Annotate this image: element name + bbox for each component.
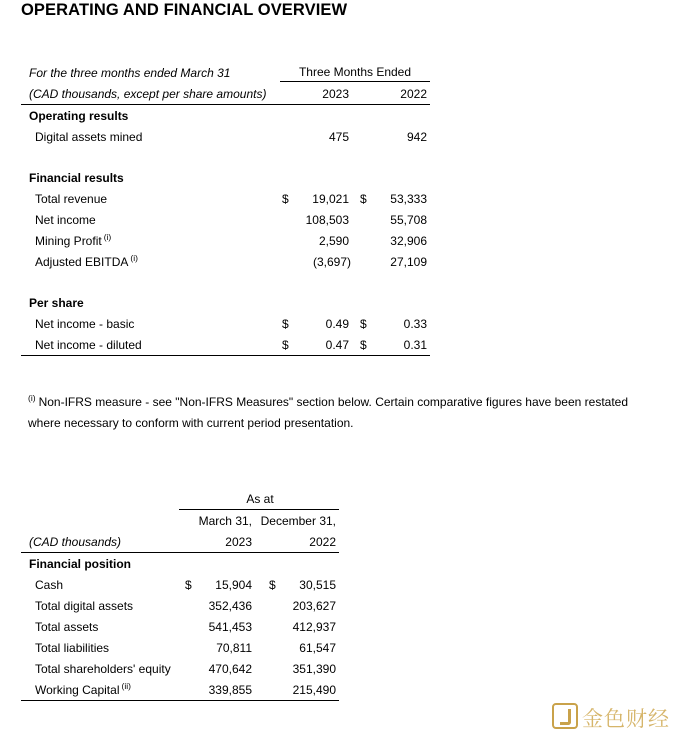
- currency-symbol: $: [282, 317, 289, 331]
- section-heading-financial: Financial results: [29, 171, 124, 185]
- cell-2022: 53,333: [390, 192, 427, 206]
- cell-2023: 2,590: [318, 234, 349, 248]
- section-heading-per-share: Per share: [29, 296, 84, 310]
- cell-march: 541,453: [208, 620, 252, 634]
- section-heading-operating: Operating results: [29, 109, 129, 123]
- row-label: Adjusted EBITDA $^{(i)}$: [35, 253, 138, 269]
- period-header-rule: [280, 81, 430, 82]
- currency-symbol: $: [282, 338, 289, 352]
- row-label: Working Capital $^{(ii)}$: [35, 681, 131, 697]
- currency-symbol: $: [360, 192, 367, 206]
- cell-2023: 475: [328, 130, 349, 144]
- cell-december: 30,515: [299, 578, 336, 592]
- footnote-marker: (i): [28, 393, 36, 403]
- row-label: Mining Profit $^{(i)}$: [35, 232, 112, 248]
- row-label: Total digital assets: [35, 599, 134, 613]
- as-at-rule: [179, 509, 339, 510]
- as-at-header: As at: [246, 492, 274, 506]
- cell-2022: 0.33: [403, 317, 427, 331]
- cell-december: 61,547: [299, 641, 336, 655]
- column-header-march: March 31,: [198, 514, 252, 528]
- cell-december: 203,627: [292, 599, 336, 613]
- table-caption: For the three months ended March 31: [29, 66, 231, 80]
- cell-march: 15,904: [215, 578, 252, 592]
- cell-march: 470,642: [208, 662, 252, 676]
- column-header-december: December 31,: [260, 514, 336, 528]
- cell-2023: 19,021: [312, 192, 349, 206]
- cell-march: 339,855: [208, 683, 252, 697]
- row-label: Net income: [35, 213, 96, 227]
- row-label: Total revenue: [35, 192, 108, 206]
- row-label: Net income - basic: [35, 317, 135, 331]
- cell-march: 70,811: [216, 641, 252, 655]
- header-rule: [21, 104, 430, 105]
- watermark-text: 金色财经: [582, 707, 670, 731]
- row-label: Total assets: [35, 620, 99, 634]
- row-label: Cash: [35, 578, 64, 592]
- footnote-line: where necessary to conform with current period presentation.: [28, 416, 354, 430]
- cell-2023: 0.47: [325, 338, 349, 352]
- logo-icon: [552, 703, 578, 729]
- cell-december: 351,390: [292, 662, 336, 676]
- row-label: Net income - diluted: [35, 338, 142, 352]
- table-bottom-rule: [21, 700, 339, 701]
- header-rule: [21, 552, 339, 553]
- cell-march: 352,436: [208, 599, 252, 613]
- cell-2023: (3,697): [312, 255, 351, 269]
- currency-symbol: $: [360, 317, 367, 331]
- table-caption-units: (CAD thousands): [29, 535, 122, 549]
- currency-symbol: $: [185, 578, 192, 592]
- footnote-line: $^{(i)}$ Non-IFRS measure - see "Non-IFRS Measures" section below. Certain comparative figures have been restated: [28, 393, 629, 409]
- cell-december: 412,937: [292, 620, 336, 634]
- row-label: Digital assets mined: [35, 130, 143, 144]
- row-label: Total shareholders' equity: [35, 662, 171, 676]
- cell-2022: 942: [406, 130, 427, 144]
- cell-2023: 108,503: [305, 213, 349, 227]
- currency-symbol: $: [360, 338, 367, 352]
- currency-symbol: $: [269, 578, 276, 592]
- cell-2022: 32,906: [390, 234, 427, 248]
- column-header-2022: 2022: [309, 535, 336, 549]
- footnote-ref: (i): [103, 232, 112, 242]
- column-header-2022: 2022: [400, 87, 427, 101]
- period-header: Three Months Ended: [298, 65, 412, 79]
- watermark-logo: [552, 703, 672, 729]
- cell-2022: 27,109: [390, 255, 427, 269]
- column-header-2023: 2023: [225, 535, 252, 549]
- column-header-2023: 2023: [322, 87, 349, 101]
- cell-2022: 0.31: [403, 338, 427, 352]
- footnote-ref: (ii): [121, 681, 131, 691]
- cell-2022: 55,708: [390, 213, 427, 227]
- table-bottom-rule: [21, 355, 430, 356]
- footnote-ref: (i): [130, 253, 138, 263]
- currency-symbol: $: [282, 192, 289, 206]
- cell-december: 215,490: [292, 683, 336, 697]
- page-title: OPERATING AND FINANCIAL OVERVIEW: [21, 1, 348, 19]
- row-label: Total liabilities: [35, 641, 110, 655]
- cell-2023: 0.49: [325, 317, 349, 331]
- table-caption-units: (CAD thousands, except per share amounts): [29, 87, 267, 101]
- section-heading-financial-position: Financial position: [29, 557, 132, 571]
